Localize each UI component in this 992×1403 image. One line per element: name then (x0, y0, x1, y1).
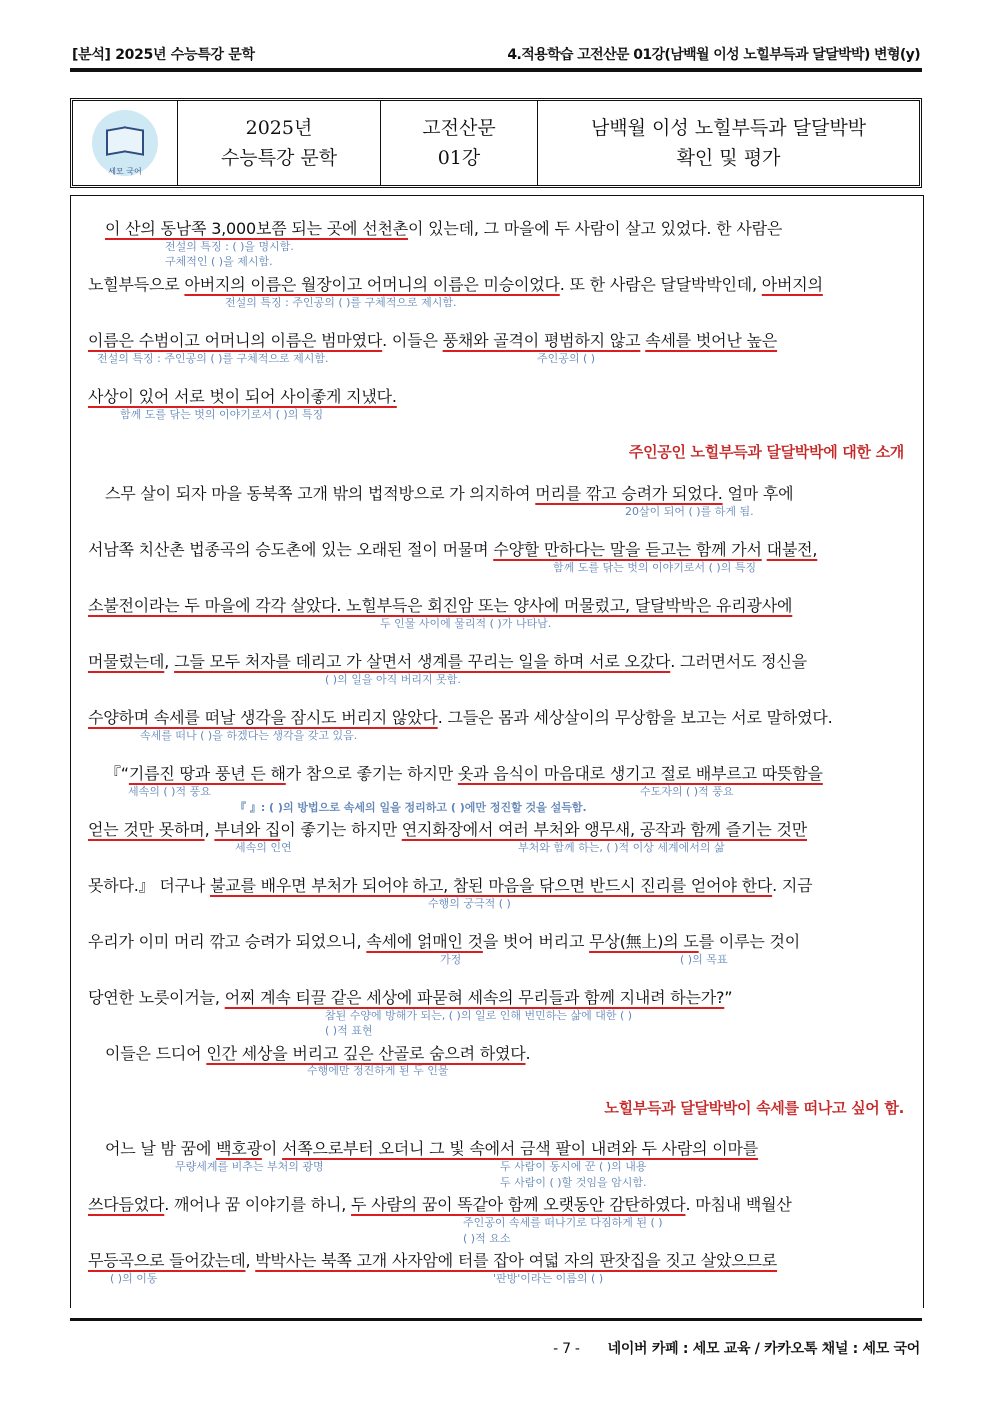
logo-cell (73, 101, 178, 185)
annotation: 두 인물 사이에 물리적 ( )가 나타남. (380, 617, 552, 630)
text-line: 노힐부득으로 아버지의 이름은 월장이고 어머니의 이름은 미승이었다. 또 한 사람은 달달박박인데, 아버지의 (88, 275, 823, 294)
header-left: [분석] 2025년 수능특강 문학 (72, 47, 255, 63)
footer-rule (70, 1318, 922, 1321)
text-line: 어느 날 밤 꿈에 백호광이 서쪽으로부터 오더니 그 빛 속에서 금색 팔이 내려와 두 사람의 이마를 (105, 1139, 759, 1158)
annotation: ( )의 이동 (110, 1272, 158, 1285)
text-line: 무등곡으로 들어갔는데, 박박사는 북쪽 고개 사자암에 터를 잡아 여덟 자의 판잣집을 짓고 살았으므로 (88, 1251, 778, 1270)
annotation: 속세를 떠나 ( )을 하겠다는 생각을 갖고 있음. (140, 729, 358, 742)
annotation: 함께 도를 닦는 벗의 이야기로서 ( )의 특징 (120, 408, 324, 421)
annotation: 『 』: ( )의 방법으로 속세의 일을 정리하고 ( )에만 정진할 것을 설득함. (235, 801, 587, 814)
annotation: '판방'이라는 이름의 ( ) (493, 1272, 604, 1285)
text-line: 못하다.』 더구나 불교를 배우면 부처가 되어야 하고, 참된 마음을 닦으면 반드시 진리를 얻어야 한다. 지금 (88, 876, 813, 895)
title-genre-unit (381, 101, 538, 185)
annotation: 두 사람이 ( )할 것임을 암시함. (500, 1176, 647, 1189)
annotation: ( )의 목표 (680, 953, 728, 966)
title-subtitle: 확인 및 평가 (676, 147, 781, 169)
text-line: 얻는 것만 못하며, 부녀와 집이 좋기는 하지만 연지화장에서 여러 부처와 앵무새, 공작과 함께 즐기는 것만 (88, 820, 807, 839)
annotation: 20살이 되어 ( )를 하게 됨. (625, 505, 754, 518)
annotation: 세속의 ( )적 풍요 (128, 785, 211, 798)
annotation: ( )의 일을 아직 버리지 못함. (325, 673, 461, 686)
title-box (70, 98, 922, 188)
text-line: 서남쪽 치산촌 법종곡의 승도촌에 있는 오래된 절이 머물며 수양할 만하다는 말을 듣고는 함께 가서 대불전, (88, 540, 818, 559)
title-year-book (178, 101, 381, 185)
annotation: 세속의 인연 (235, 841, 292, 854)
text-line: 당연한 노릇이거늘, 어찌 계속 티끌 같은 세상에 파묻혀 세속의 무리들과 함께 지내려 하는가?” (88, 988, 733, 1007)
annotation: 가정 (440, 953, 462, 966)
annotation: 함께 도를 닦는 벗의 이야기로서 ( )의 특징 (553, 561, 757, 574)
text-line: 쓰다듬었다. 깨어나 꿈 이야기를 하니, 두 사람의 꿈이 똑같아 함께 오랫동안 감탄하였다. 마침내 백월산 (88, 1195, 792, 1214)
section-summary: 주인공인 노힐부득과 달달박박에 대한 소개 (628, 443, 904, 461)
footer (553, 1338, 920, 1358)
text-line: 『“기름진 땅과 풍년 든 해가 참으로 좋기는 하지만 옷과 음식이 마음대로 생기고 절로 배부르고 따뜻함을 (105, 764, 823, 783)
title-genre: 고전산문 (422, 117, 496, 139)
text-line: 이 산의 동남쪽 3,000보쯤 되는 곳에 선천촌이 있는데, 그 마을에 두 사람이 살고 있었다. 한 사람은 (105, 219, 783, 238)
page-number: - 7 - (553, 1341, 580, 1357)
annotation: 수행의 궁극적 ( ) (428, 897, 511, 910)
text-line: 이들은 드디어 인간 세상을 버리고 깊은 산골로 숨으려 하였다. (105, 1044, 531, 1063)
book-logo-icon (92, 110, 158, 176)
annotation: 부처와 함께 하는, ( )적 이상 세계에서의 삶 (518, 841, 725, 854)
logo-text: 세모 국어 (108, 167, 142, 176)
annotation: 두 사람이 동시에 꾼 ( )의 내용 (500, 1160, 647, 1173)
annotation: 구체적인 ( )을 제시함. (165, 255, 273, 268)
title-main (538, 101, 919, 185)
annotation: 수행에만 정진하게 된 두 인물 (307, 1064, 449, 1077)
annotation: 전설의 특징 : 주인공의 ( )를 구체적으로 제시함. (97, 352, 329, 365)
annotation: 주인공의 ( ) (537, 352, 596, 365)
text-line: 이름은 수범이고 어머니의 이름은 범마였다. 이들은 풍채와 골격이 평범하지 않고 속세를 벗어난 높은 (88, 331, 778, 350)
section-summary: 노힐부득과 달달박박이 속세를 떠나고 싶어 함. (604, 1099, 904, 1117)
title-book: 수능특강 문학 (220, 147, 338, 169)
text-line: 스무 살이 되자 마을 동북쪽 고개 밖의 법적방으로 가 의지하여 머리를 깎고 승려가 되었다. 얼마 후에 (105, 484, 794, 503)
annotation: 참된 수양에 방해가 되는, ( )의 일로 인해 번민하는 삶에 대한 ( ) (325, 1009, 633, 1022)
annotation: ( )적 표현 (325, 1024, 373, 1037)
annotation: 전설의 특징 : 주인공의 ( )를 구체적으로 제시함. (225, 296, 457, 309)
header-rule (70, 68, 922, 72)
text-line: 사상이 있어 서로 벗이 되어 사이좋게 지냈다. (88, 387, 397, 406)
annotation: 수도자의 ( )적 풍요 (640, 785, 734, 798)
header-right: 4.적용학습 고전산문 01강(남백월 이성 노힐부득과 달달박박) 변형(y) (507, 47, 920, 63)
text-line: 머물렀는데, 그들 모두 처자를 데리고 가 살면서 생계를 꾸리는 일을 하며 서로 오갔다. 그러면서도 정신을 (88, 652, 807, 671)
annotation: 전설의 특징 : ( )을 명시함. (165, 240, 294, 253)
annotation: 무량세계를 비추는 부처의 광명 (175, 1160, 324, 1173)
text-line: 우리가 이미 머리 깎고 승려가 되었으니, 속세에 얽매인 것을 벗어 버리고 무상(無上)의 도를 이루는 것이 (88, 932, 801, 951)
text-line: 소불전이라는 두 마을에 각각 살았다. 노힐부득은 회진암 또는 양사에 머물렀고, 달달박박은 유리광사에 (88, 596, 793, 615)
annotation: 주인공이 속세를 떠나기로 다짐하게 된 ( ) (463, 1216, 663, 1229)
title-year: 2025년 (245, 117, 313, 139)
text-line: 수양하며 속세를 떠날 생각을 잠시도 버리지 않았다. 그들은 몸과 세상살이의 무상함을 보고는 서로 말하였다. (88, 708, 833, 727)
footer-text: 네이버 카페 : 세모 교육 / 카카오톡 채널 : 세모 국어 (607, 1341, 920, 1357)
title-unit: 01강 (437, 147, 481, 169)
annotation: ( )적 요소 (463, 1232, 511, 1245)
title-text: 남백월 이성 노힐부득과 달달박박 (590, 117, 867, 139)
